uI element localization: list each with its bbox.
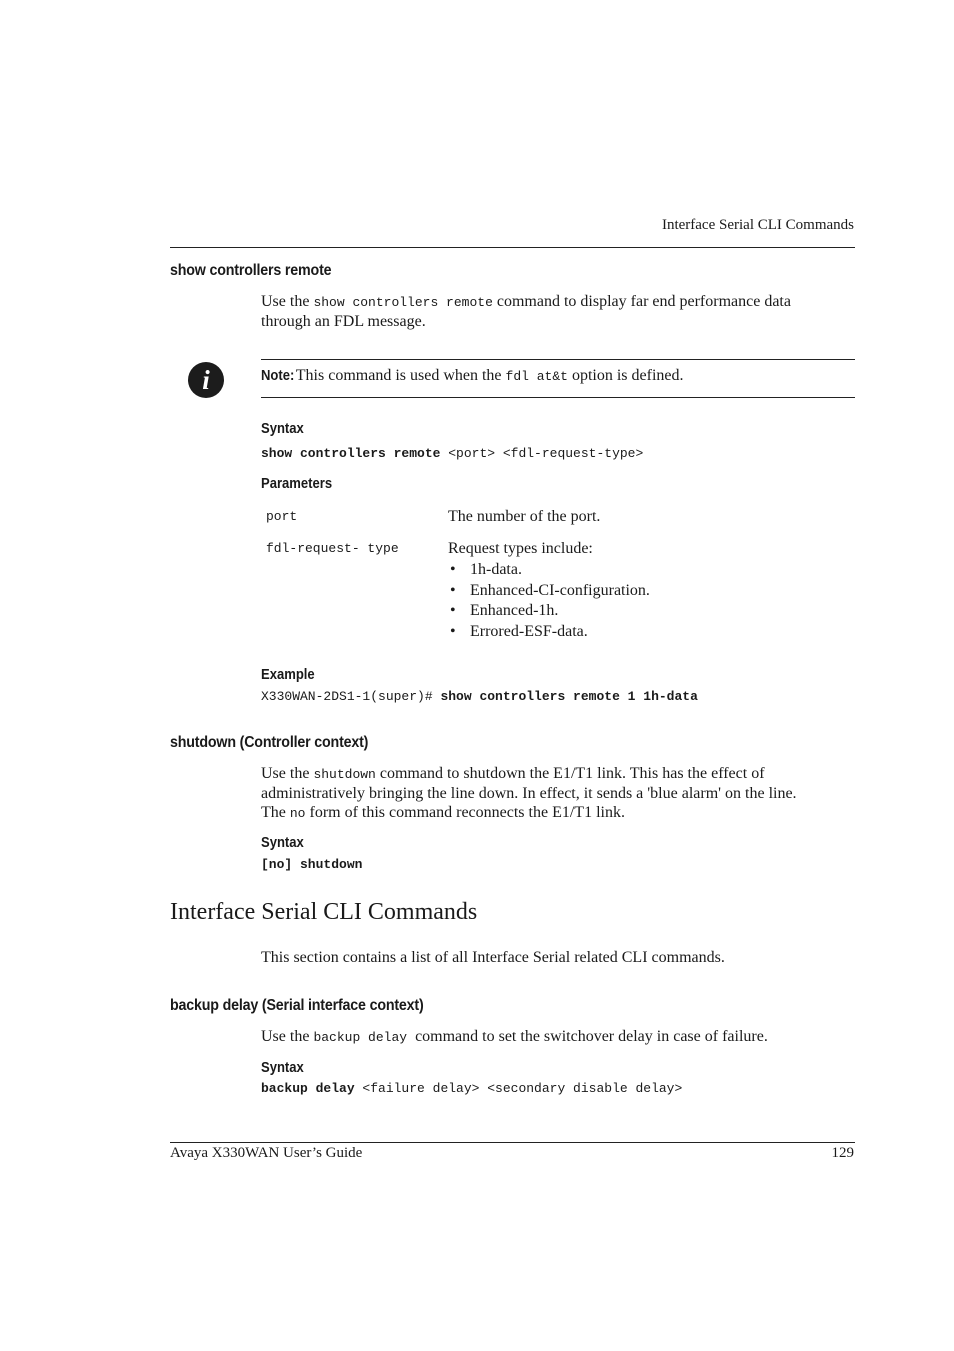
syntax-heading: Syntax (261, 421, 304, 437)
list-item: • Errored-ESF-data. (448, 622, 848, 643)
section-heading-shutdown: shutdown (Controller context) (170, 734, 369, 751)
list-item: • 1h-data. (448, 560, 848, 581)
inline-code: fdl at&t (505, 369, 568, 384)
shutdown-description: Use the shutdown command to shutdown the E1/T1 link. This has the effect of administratively bringing the line down. In effect, it sends a 'blue alarm' on the line. The no form of this command reconnects the E1/T1 link. (261, 765, 797, 821)
note-text: Note: This command is used when the fdl at&t option is defined. (261, 367, 684, 384)
running-header: Interface Serial CLI Commands (661, 217, 854, 233)
shutdown-syntax-line: [no] shutdown (261, 857, 363, 872)
note-label: Note: (261, 368, 295, 384)
inline-code: show controllers remote (313, 295, 493, 310)
footer-guide-title: Avaya X330WAN User’s Guide (170, 1145, 363, 1161)
header-rule (170, 247, 855, 248)
request-types-list (448, 560, 848, 643)
list-item: • Enhanced-CI-configuration. (448, 581, 848, 602)
shutdown-syntax-heading: Syntax (261, 835, 304, 851)
param-desc-fdl-request-type: Request types include: • 1h-data. • Enhanced-CI-configuration. • Enhanced-1h. • Errored-ESF-data. (448, 539, 848, 643)
major-heading: Interface Serial CLI Commands (170, 899, 478, 925)
footer-rule (170, 1142, 855, 1143)
info-icon: i (188, 362, 224, 398)
inline-code: no (289, 806, 306, 821)
interface-serial-description: This section contains a list of all Interface Serial related CLI commands. (261, 949, 725, 966)
section-heading-backup-delay: backup delay (Serial interface context) (170, 997, 424, 1014)
param-name-port: port (266, 509, 298, 524)
show-controllers-remote-intro: Use the show controllers remote command to display far end performance data through an FDL message. (261, 293, 791, 330)
backup-delay-syntax-line: backup delay <failure delay> <secondary disable delay> (261, 1081, 683, 1096)
page-number: 129 (831, 1145, 854, 1161)
example-line: X330WAN-2DS1-1(super)# show controllers remote 1 1h-data (261, 689, 698, 704)
example-heading: Example (261, 667, 315, 683)
note-bottom-rule (261, 397, 855, 398)
section-heading-show-controllers-remote: show controllers remote (170, 262, 332, 279)
syntax-line: show controllers remote <port> <fdl-request-type> (261, 446, 644, 461)
param-desc-port: The number of the port. (448, 508, 601, 525)
param-name-fdl-request-type: fdl-request- type (266, 541, 399, 556)
backup-delay-syntax-heading: Syntax (261, 1060, 304, 1076)
backup-delay-description: Use the backup delay command to set the switchover delay in case of failure. (261, 1028, 768, 1045)
list-item: • Enhanced-1h. (448, 601, 848, 622)
inline-code: backup delay (313, 1030, 408, 1045)
parameters-heading: Parameters (261, 476, 333, 492)
note-top-rule (261, 359, 855, 360)
inline-code: shutdown (313, 767, 376, 782)
